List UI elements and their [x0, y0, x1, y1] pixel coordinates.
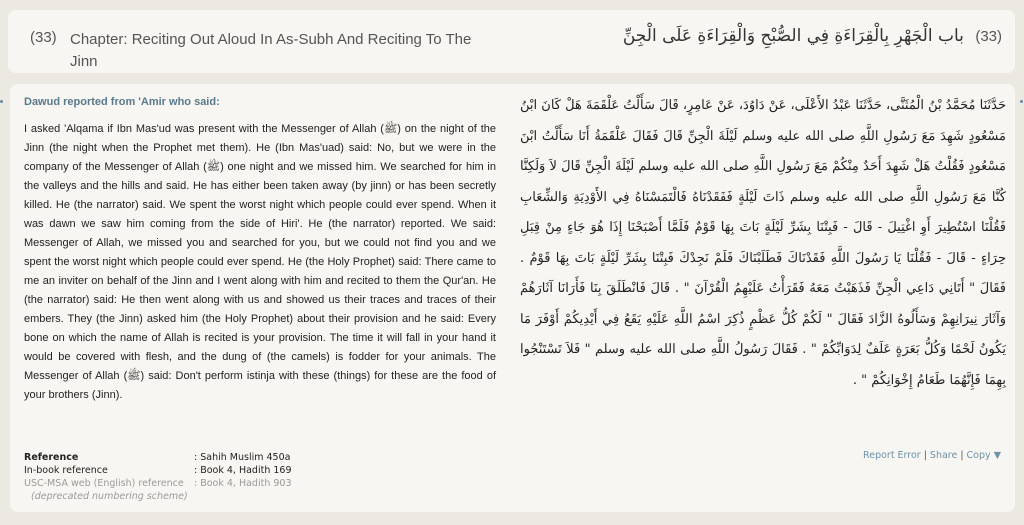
- dropdown-arrow-icon: ▼: [993, 450, 1001, 461]
- chapter-title-ar-block: [623, 26, 1002, 46]
- inbook-reference-label: In-book reference: [24, 465, 108, 476]
- uscmsa-reference-row: [24, 477, 292, 490]
- chapter-header: [8, 10, 1015, 73]
- references: [24, 451, 292, 503]
- hadith-text-en: I asked 'Alqama if Ibn Mas'ud was present with the Messenger of Allah (ﷺ) on the night of the Jinn (the night when the Prophet met them). He (Ibn Mas'uad) said: No, but we were in the company of the Messenger of Allah (ﷺ) one night and we missed him. We searched for him in the valleys and the hills and said. He has either been taken away (by jinn) or has been secretly killed. He (the narrator) said. We spent the worst night which people could ever spend. When it was dawn we saw him coming from the side of Hiri'. He (the narrator) reported. We said: Messenger of Allah, we missed you and searched for you, but we could not find you and we spent the worst night which people could ever spend. He (the Holy Prophet) said: There came to me an inviter on behalf of the Jinn and I went along with him and recited to them the Qur'an. He (the narrator) said: He then went along with us and showed us their traces and traces of their embers. They (the Jinn) asked him (the Holy Prophet) about their provision and he said: Every bone on which the name of Allah is recited is your provision. The time it will fall in your hand it would be covered with flesh, and the dung of (the camels) is fodder for your animals. The Messenger of Allah (ﷺ) said: Don't perform istinja with these (things) for these are the food of your brothers (Jinn).: [24, 123, 496, 401]
- uscmsa-reference-value: : Book 4, Hadith 903: [194, 478, 292, 489]
- inbook-reference-row: [24, 464, 292, 477]
- inbook-reference-value: : Book 4, Hadith 169: [194, 465, 292, 476]
- narrator: Dawud reported from 'Amir who said:: [24, 96, 220, 108]
- share-link[interactable]: Share: [929, 450, 958, 461]
- reference-label: Reference: [24, 452, 79, 463]
- report-error-link[interactable]: Report Error: [863, 450, 921, 461]
- right-marker: [1020, 100, 1023, 103]
- reference-value: : Sahih Muslim 450a: [194, 452, 291, 463]
- separator: |: [960, 450, 964, 461]
- chapter-title-ar: باب الْجَهْرِ بِالْقِرَاءَةِ فِي الصُّبْحِ وَالْقِرَاءَةِ عَلَى الْجِنِّ: [622, 26, 964, 46]
- deprecated-note: (deprecated numbering scheme): [31, 491, 188, 502]
- chapter-title-en: Chapter: Reciting Out Aloud In As-Subh And Reciting To The Jinn: [70, 31, 472, 70]
- copy-link[interactable]: [967, 450, 1001, 461]
- hadith-card: [10, 84, 1015, 512]
- hadith-text-ar: حَدَّثَنَا مُحَمَّدُ بْنُ الْمُثَنَّى، حَدَّثَنَا عَبْدُ الأَعْلَى، عَنْ دَاوُدَ، عَنْ عَامِرٍ، قَالَ سَأَلْتُ عَلْقَمَةَ هَلْ كَانَ ابْنُ مَسْعُودٍ شَهِدَ مَعَ رَسُولِ اللَّهِ صلى الله عليه وسلم لَيْلَةَ الْجِنِّ قَالَ فَقَالَ عَلْقَمَةُ أَنَا سَأَلْتُ ابْنَ مَسْعُودٍ فَقُلْتُ هَلْ شَهِدَ أَحَدٌ مِنْكُمْ مَعَ رَسُولِ اللَّهِ صلى الله عليه وسلم لَيْلَةَ الْجِنِّ قَالَ لاَ وَلَكِنَّا كُنَّا مَعَ رَسُولِ اللَّهِ صلى الله عليه وسلم ذَاتَ لَيْلَةٍ فَفَقَدْنَاهُ فَالْتَمَسْنَاهُ فِي الأَوْدِيَةِ وَالشِّعَابِ فَقُلْنَا اسْتُطِيرَ أَوِ اغْتِيلَ - قَالَ - فَبِتْنَا بِشَرِّ لَيْلَةٍ بَاتَ بِهَا قَوْمٌ فَلَمَّا أَصْبَحْنَا إِذَا هُوَ جَاءٍ مِنْ قِبَلِ حِرَاءٍ - قَالَ - فَقُلْنَا يَا رَسُولَ اللَّهِ فَقَدْنَاكَ فَطَلَبْنَاكَ فَلَمْ نَجِدْكَ فَبِتْنَا بِشَرِّ لَيْلَةٍ بَاتَ بِهَا قَوْمٌ . فَقَالَ " أَتَانِي دَاعِي الْجِنِّ فَذَهَبْتُ مَعَهُ فَقَرَأْتُ عَلَيْهِمُ الْقُرْآنَ " . قَالَ فَانْطَلَقَ بِنَا فَأَرَانَا آثَارَهُمْ وَآثَارَ نِيرَانِهِمْ وَسَأَلُوهُ الزَّادَ فَقَالَ " لَكُمْ كُلُّ عَظْمٍ ذُكِرَ اسْمُ اللَّهِ عَلَيْهِ يَقَعُ فِي أَيْدِيكُمْ أَوْفَرَ مَا يَكُونُ لَحْمًا وَكُلُّ بَعَرَةٍ عَلَفٌ لِدَوَابِّكُمْ " . فَقَالَ رَسُولُ اللَّهِ صلى الله عليه وسلم " فَلاَ تَسْتَنْجُوا بِهِمَا فَإِنَّهُمَا طَعَامُ إِخْوَانِكُمْ " .: [520, 98, 1006, 388]
- chapter-number: (33): [30, 29, 57, 46]
- chapter-number-ar: (33): [975, 28, 1002, 45]
- left-marker: [0, 100, 3, 103]
- hadith-actions: [863, 450, 1001, 461]
- reference-row: [24, 451, 292, 464]
- copy-label: Copy: [966, 450, 991, 461]
- separator: |: [923, 450, 927, 461]
- uscmsa-reference-label: USC-MSA web (English) reference: [24, 478, 184, 489]
